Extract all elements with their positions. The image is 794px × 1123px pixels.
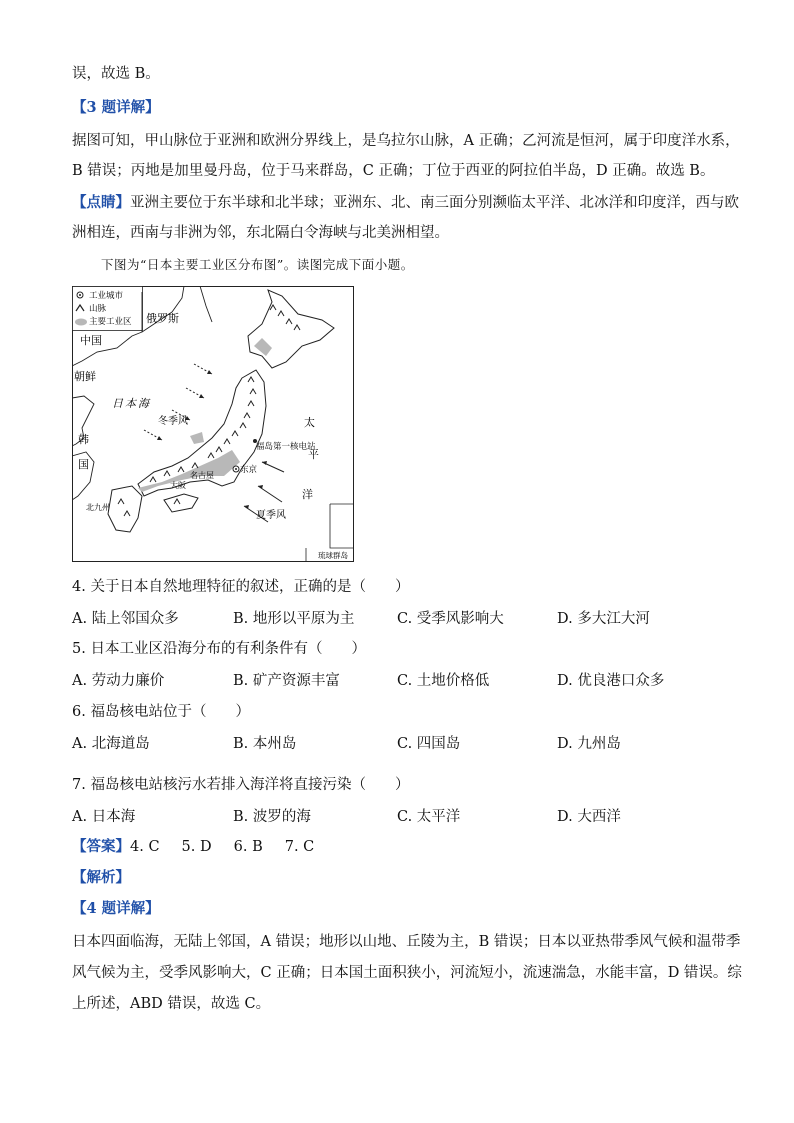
q4-option-d: D. 多大江大河 bbox=[557, 611, 650, 627]
label-summer-monsoon: 夏季风 bbox=[256, 510, 286, 521]
label-sea-of-japan: 日本海 bbox=[112, 397, 151, 410]
label-china: 中国 bbox=[80, 334, 102, 347]
q6-option-b: B. 本州岛 bbox=[233, 736, 297, 752]
answer-label: 【答案】 bbox=[72, 838, 130, 855]
label-tokyo: 东京 bbox=[240, 465, 258, 475]
legend-industrial: 主要工业区 bbox=[89, 317, 132, 327]
q4-option-b: B. 地形以平原为主 bbox=[233, 611, 355, 627]
q7-option-a: A. 日本海 bbox=[72, 809, 136, 825]
q7-option-d: D. 大西洋 bbox=[557, 809, 621, 825]
q3-heading: 【3 题详解】 bbox=[72, 99, 160, 116]
label-south-korea-1: 韩 bbox=[78, 433, 89, 446]
q4-option-a: A. 陆上邻国众多 bbox=[72, 611, 179, 627]
intro-line: 误，故选 B。 bbox=[72, 66, 160, 82]
answer-item: 4. C bbox=[130, 839, 160, 855]
legend-city: 工业城市 bbox=[89, 291, 124, 301]
label-osaka: 大阪 bbox=[170, 481, 186, 490]
q4-heading: 【4 题详解】 bbox=[72, 900, 160, 917]
question-7-stem: 7. 福岛核电站核污水若排入海洋将直接污染（ ） bbox=[72, 777, 410, 793]
answer-item: 6. B bbox=[233, 839, 263, 855]
label-russia: 俄罗斯 bbox=[146, 312, 179, 325]
label-pacific-1: 太 bbox=[304, 416, 315, 429]
label-fukushima: 福岛第一核电站 bbox=[256, 442, 316, 452]
label-ryukyu: 琉球群岛 bbox=[318, 551, 348, 560]
q6-option-a: A. 北海道岛 bbox=[72, 736, 150, 752]
q4-line-1: 日本四面临海，无陆上邻国，A 错误；地形以山地、丘陵为主，B 错误；日本以亚热带季风气候和温带季 bbox=[72, 934, 741, 950]
question-4-stem: 4. 关于日本自然地理特征的叙述，正确的是（ ） bbox=[72, 579, 410, 595]
answer-item: 7. C bbox=[284, 839, 315, 855]
q5-option-c: C. 土地价格低 bbox=[397, 673, 490, 689]
q4-line-2: 风气候为主，受季风影响大，C 正确；日本国土面积狭小，河流短小，流速湍急，水能丰富，D 错误。综 bbox=[72, 965, 742, 981]
dianjing-label: 【点睛】 bbox=[72, 194, 130, 211]
figure-caption: 下图为“日本主要工业区分布图”。读图完成下面小题。 bbox=[101, 257, 414, 272]
q7-option-c: C. 太平洋 bbox=[397, 809, 461, 825]
label-kitakyushu: 北九州 bbox=[86, 503, 110, 512]
dianjing-line-1 bbox=[72, 193, 739, 213]
q3-line-1: 据图可知，甲山脉位于亚洲和欧洲分界线上，是乌拉尔山脉，A 正确；乙河流是恒河，属于印度洋水系， bbox=[72, 133, 740, 149]
q6-option-c: C. 四国岛 bbox=[397, 736, 461, 752]
q7-option-b: B. 波罗的海 bbox=[233, 809, 311, 825]
label-nagoya: 名古屋 bbox=[190, 471, 214, 480]
q6-option-d: D. 九州岛 bbox=[557, 736, 621, 752]
label-pacific-2: 平 bbox=[308, 448, 319, 461]
dianjing-line-2: 洲相连，西南与非洲为邻，东北隔白令海峡与北美洲相望。 bbox=[72, 225, 449, 241]
legend-mountain: 山脉 bbox=[89, 304, 107, 314]
label-winter-monsoon: 冬季风 bbox=[158, 416, 188, 427]
japan-industrial-map bbox=[72, 286, 354, 562]
q3-line-2: B 错误；丙地是加里曼丹岛，位于马来群岛，C 正确；丁位于西亚的阿拉伯半岛，D 正确。故选 B。 bbox=[72, 163, 715, 179]
industrial-legend-icon bbox=[75, 319, 87, 326]
question-6-stem: 6. 福岛核电站位于（ ） bbox=[72, 704, 250, 720]
q5-option-a: A. 劳动力廉价 bbox=[72, 673, 165, 689]
answer-line bbox=[72, 837, 336, 857]
dianjing-text-1: 亚洲主要位于东半球和北半球；亚洲东、北、南三面分别濒临太平洋、北冰洋和印度洋，西与欧 bbox=[130, 195, 739, 211]
answer-item: 5. D bbox=[181, 839, 212, 855]
label-pacific-3: 洋 bbox=[302, 488, 313, 501]
question-5-stem: 5. 日本工业区沿海分布的有利条件有（ ） bbox=[72, 641, 366, 657]
analysis-label: 【解析】 bbox=[72, 869, 130, 886]
q4-option-c: C. 受季风影响大 bbox=[397, 611, 504, 627]
q4-line-3: 上所述，ABD 错误，故选 C。 bbox=[72, 996, 271, 1012]
label-south-korea-2: 国 bbox=[78, 458, 89, 471]
q5-option-d: D. 优良港口众多 bbox=[557, 673, 665, 689]
label-north-korea: 朝鲜 bbox=[74, 370, 96, 383]
q5-option-b: B. 矿产资源丰富 bbox=[233, 673, 340, 689]
